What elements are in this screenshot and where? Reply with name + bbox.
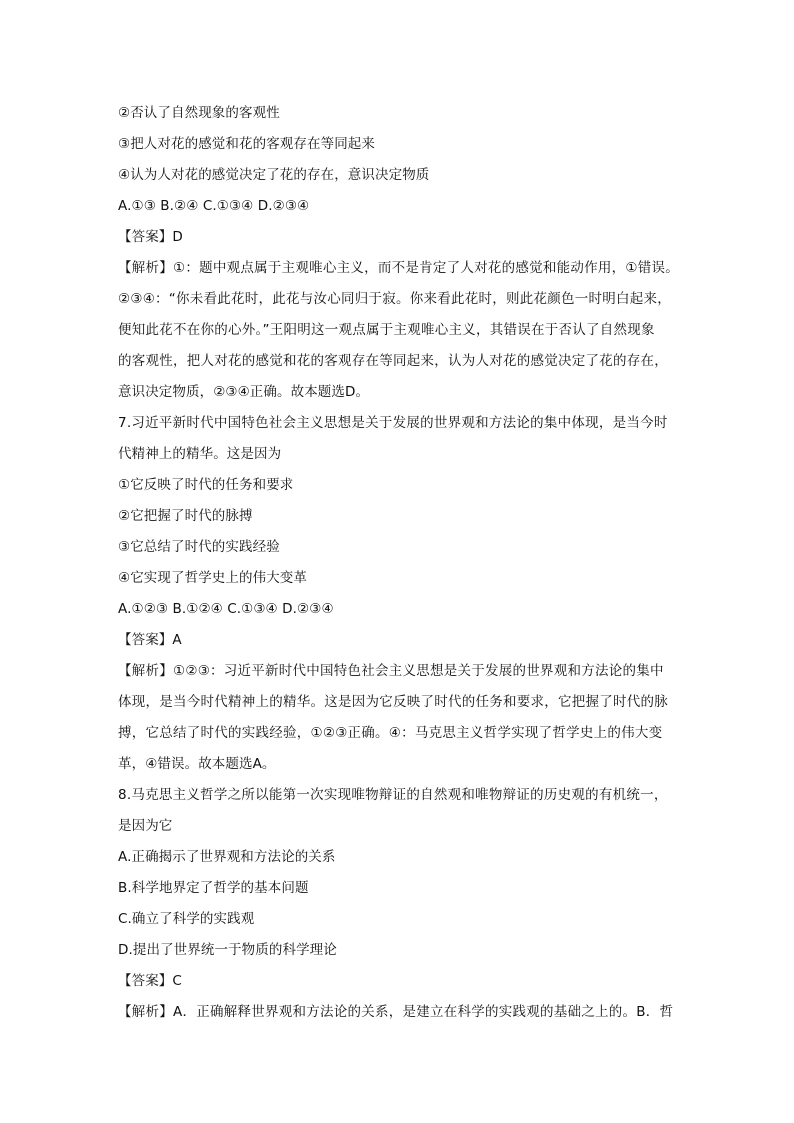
q8-stem-line-1: 8.马克思主义哲学之所以能第一次实现唯物辩证的自然观和唯物辩证的历史观的有机统一，	[118, 787, 668, 803]
q8-option-c: C.确立了科学的实践观	[118, 911, 255, 927]
q6-analysis-line-1: 【解析】①：题中观点属于主观唯心主义，而不是肯定了人对花的感觉和能动作用，①错误。	[118, 260, 679, 276]
document-page	[118, 98, 688, 1028]
q7-analysis-line-1: 【解析】①②③：习近平新时代中国特色社会主义思想是关于发展的世界观和方法论的集中	[118, 663, 664, 679]
q6-analysis-line-5: 意识决定物质，②③④正确。故本题选D。	[118, 384, 370, 400]
q8-option-b: B.科学地界定了哲学的基本问题	[118, 880, 309, 896]
q6-option-3: ③把人对花的感觉和花的客观存在等同起来	[118, 136, 376, 152]
q7-answer: 【答案】A	[118, 632, 182, 648]
q8-stem-line-2: 是因为它	[118, 818, 173, 834]
q8-option-a: A.正确揭示了世界观和方法论的关系	[118, 849, 336, 865]
q7-stem-line-1: 7.习近平新时代中国特色社会主义思想是关于发展的世界观和方法论的集中体现，是当今时	[118, 415, 668, 431]
question-7	[118, 408, 688, 780]
q6-option-2: ②否认了自然现象的客观性	[118, 105, 280, 121]
q6-analysis-line-3: 便知此花不在你的心外。”王阳明这一观点属于主观唯心主义，其错误在于否认了自然现象	[118, 322, 655, 338]
q7-option-3: ③它总结了时代的实践经验	[118, 539, 280, 555]
q7-analysis-line-2: 体现，是当今时代精神上的精华。这是因为它反映了时代的任务和要求，它把握了时代的脉	[118, 694, 668, 710]
q7-analysis-line-4: 革，④错误。故本题选A。	[118, 756, 276, 772]
question-6	[118, 98, 688, 408]
q7-option-1: ①它反映了时代的任务和要求	[118, 477, 294, 493]
q8-answer: 【答案】C	[118, 973, 182, 989]
q7-analysis-line-3: 搏，它总结了时代的实践经验，①②③正确。④：马克思主义哲学实现了哲学史上的伟大变	[118, 725, 663, 741]
q8-analysis-line-1: 【解析】A．正确解释世界观和方法论的关系，是建立在科学的实践观的基础之上的。B．哲	[118, 1004, 674, 1020]
q8-option-d: D.提出了世界统一于物质的科学理论	[118, 942, 337, 958]
q7-choices: A.①②③ B.①②④ C.①③④ D.②③④	[118, 601, 334, 617]
q6-option-4: ④认为人对花的感觉决定了花的存在，意识决定物质	[118, 167, 430, 183]
q6-analysis-line-4: 的客观性，把人对花的感觉和花的客观存在等同起来，认为人对花的感觉决定了花的存在，	[118, 353, 668, 369]
q7-option-4: ④它实现了哲学史上的伟大变革	[118, 570, 308, 586]
q7-stem-line-2: 代精神上的精华。这是因为	[118, 446, 282, 462]
q6-analysis-line-2: ②③④：“你未看此花时，此花与汝心同归于寂。你来看此花时，则此花颜色一时明白起来，	[118, 291, 672, 307]
q7-option-2: ②它把握了时代的脉搏	[118, 508, 253, 524]
question-8	[118, 780, 688, 1028]
q6-choices: A.①③ B.②④ C.①③④ D.②③④	[118, 198, 310, 214]
q6-answer: 【答案】D	[118, 229, 183, 245]
